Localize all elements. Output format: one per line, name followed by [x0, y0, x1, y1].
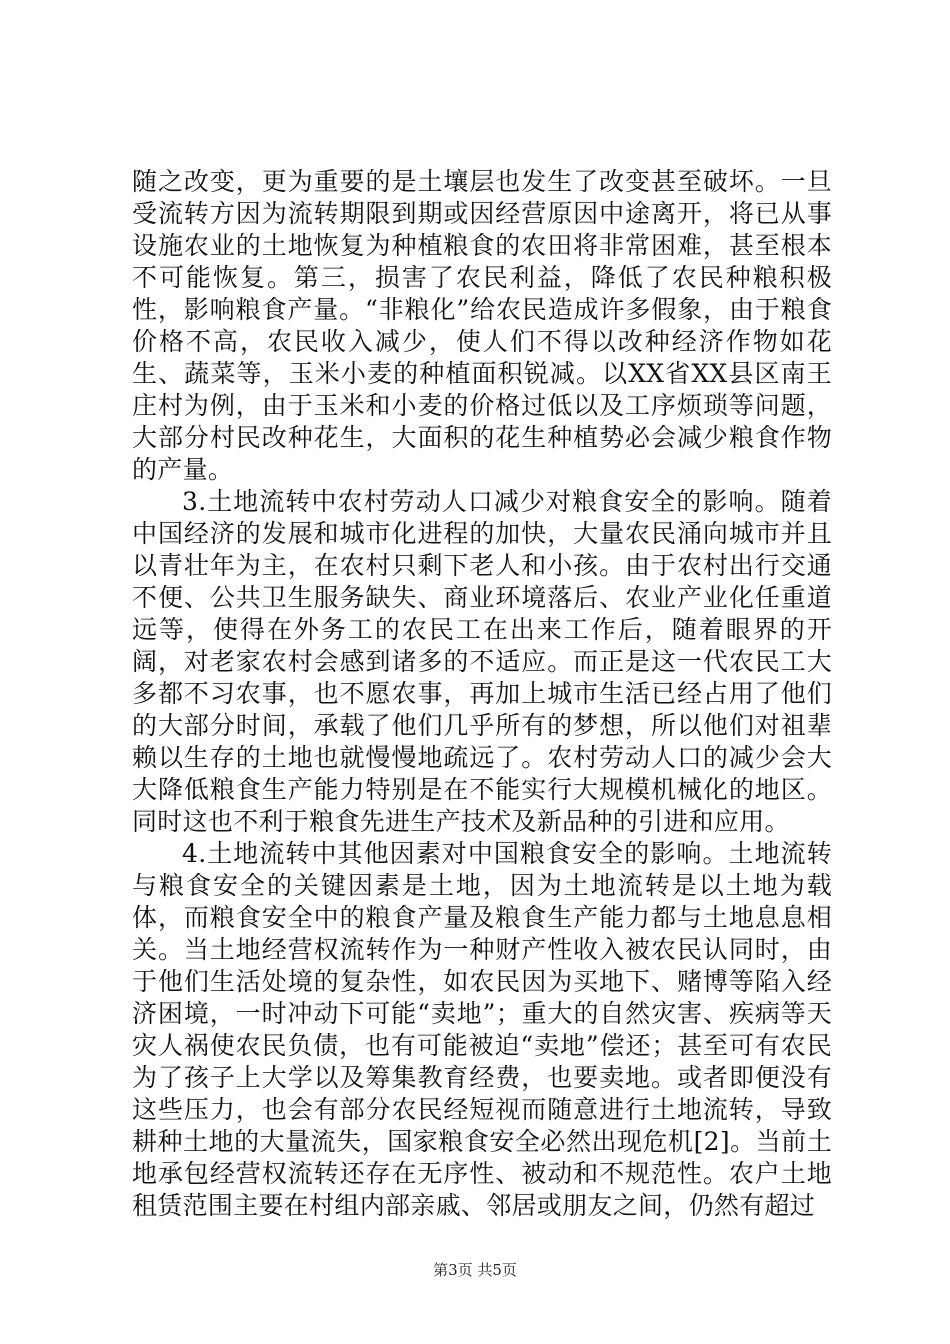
document-body: [132, 166, 832, 1222]
paragraph-3: 4.土地流转中其他因素对中国粮食安全的影响。土地流转与粮食安全的关键因素是土地，因为土地流转是以土地为载体，而粮食安全中的粮食产量及粮食生产能力都与土地息息相关。当土地经营权流转作为一种财产性收入被农民认同时，由于他们生活处境的复杂性，如农民因为买地下、赌博等陷入经济困境，一时冲动下可能“卖地”；重大的自然灾害、疾病等天灾人祸使农民负债，也有可能被迫“卖地”偿还；甚至可有农民为了孩子上大学以及筹集教育经费，也要卖地。或者即便没有这些压力，也会有部分农民经短视而随意进行土地流转，导致耕种土地的大量流失，国家粮食安全必然出现危机[2]。当前土地承包经营权流转还存在无序性、被动和不规范性。农户土地租赁范围主要在村组内部亲戚、邻居或朋友之间，仍然有超过: [132, 839, 832, 1220]
paragraph-2: 3.土地流转中农村劳动人口减少对粮食安全的影响。随着中国经济的发展和城市化进程的加快，大量农民涌向城市并且以青壮年为主，在农村只剩下老人和小孩。由于农村出行交通不便、公共卫生服务缺失、商业环境落后、农业产业化任重道远等，使得在外务工的农民工在出来工作后，随着眼界的开阔，对老家农村会感到诸多的不适应。而正是这一代农民工大多都不习农事，也不愿农事，再加上城市生活已经占用了他们的大部分时间，承载了他们几乎所有的梦想，所以他们对祖辈赖以生存的土地也就慢慢地疏远了。农村劳动人口的减少会大大降低粮食生产能力特别是在不能实行大规模机械化的地区。同时这也不利于粮食先进生产技术及新品种的引进和应用。: [132, 487, 832, 836]
paragraph-1: 随之改变，更为重要的是土壤层也发生了改变甚至破坏。一旦受流转方因为流转期限到期或因经营原因中途离开，将已从事设施农业的土地恢复为种植粮食的农田将非常困难，甚至根本不可能恢复。第三，损害了农民利益，降低了农民种粮积极性，影响粮食产量。“非粮化”给农民造成许多假象，由于粮食价格不高，农民收入减少，使人们不得以改种经济作物如花生、蔬菜等，玉米小麦的种植面积锐减。以XX省XX县区南王庄村为例，由于玉米和小麦的价格过低以及工序烦琐等问题，大部分村民改种花生，大面积的花生种植势必会减少粮食作物的产量。: [132, 167, 832, 484]
page-footer: 第3页 共5页: [433, 1261, 517, 1279]
